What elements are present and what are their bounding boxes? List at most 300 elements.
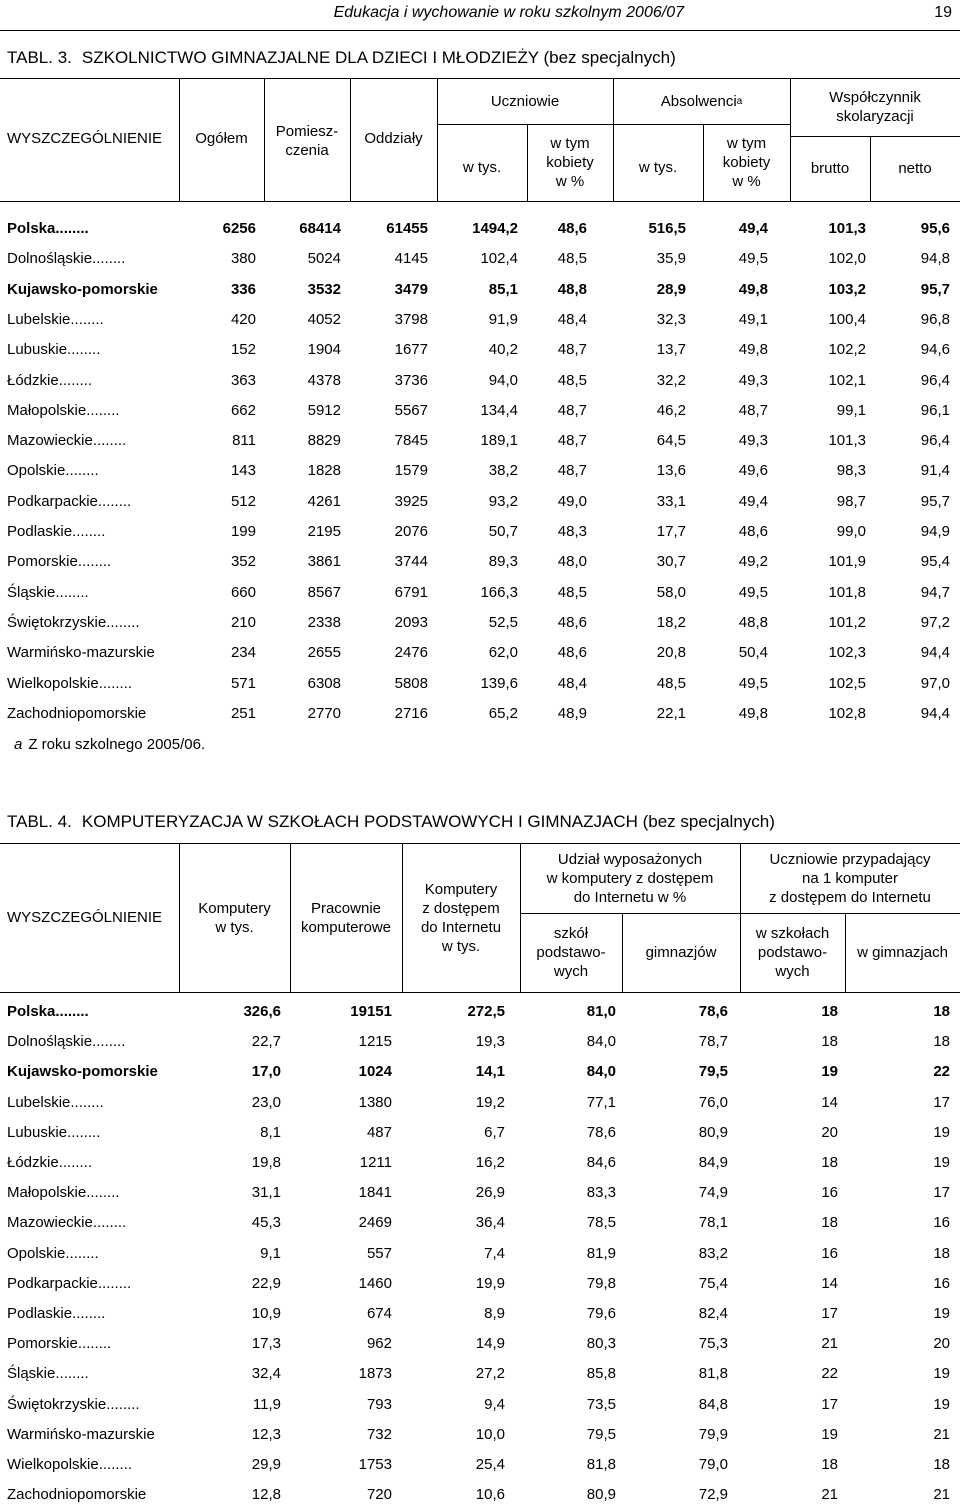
row-label: Pomorskie........ bbox=[7, 553, 112, 571]
table-cell: 84,0 bbox=[586, 1063, 616, 1081]
row-label: Warmińsko-mazurskie bbox=[7, 1425, 155, 1443]
table-cell: 139,6 bbox=[480, 674, 518, 692]
table-cell: 48,7 bbox=[557, 462, 587, 480]
table-cell: 75,3 bbox=[698, 1335, 728, 1353]
table-cell: 82,4 bbox=[698, 1305, 728, 1322]
table-cell: 48,6 bbox=[557, 613, 587, 631]
table-cell: 2076 bbox=[394, 523, 428, 540]
table-cell: 10,6 bbox=[475, 1486, 505, 1504]
row-label: Opolskie........ bbox=[7, 462, 99, 480]
table-cell: 95,6 bbox=[920, 220, 950, 237]
table-cell: 50,4 bbox=[738, 644, 768, 662]
table-cell: 96,4 bbox=[920, 371, 950, 389]
table-cell: 3532 bbox=[307, 280, 341, 298]
table-cell: 19,8 bbox=[251, 1154, 281, 1171]
table-cell: 17 bbox=[933, 1184, 950, 1202]
table-cell: 16 bbox=[821, 1184, 838, 1202]
table-cell: 73,5 bbox=[586, 1395, 616, 1413]
table-cell: 3925 bbox=[394, 492, 428, 510]
table-cell: 19,2 bbox=[475, 1093, 505, 1111]
table-cell: 16 bbox=[821, 1244, 838, 1262]
table-cell: 48,8 bbox=[738, 613, 768, 631]
table-cell: 68414 bbox=[299, 220, 341, 237]
table-cell: 48,6 bbox=[557, 220, 587, 237]
table-cell: 49,3 bbox=[738, 432, 768, 450]
table-cell: 48,6 bbox=[557, 644, 587, 662]
table-cell: 420 bbox=[230, 310, 256, 328]
table-cell: 336 bbox=[230, 280, 256, 298]
table-cell: 49,1 bbox=[738, 310, 768, 328]
table-cell: 84,9 bbox=[698, 1154, 728, 1171]
table3-header-students-women: w tym kobiety w % bbox=[546, 135, 594, 190]
table-cell: 19 bbox=[821, 1063, 838, 1081]
table-cell: 95,7 bbox=[920, 280, 950, 298]
table-cell: 79,5 bbox=[698, 1063, 728, 1081]
table-cell: 93,2 bbox=[488, 492, 518, 510]
table-cell: 48,7 bbox=[557, 341, 587, 359]
table-cell: 662 bbox=[230, 401, 256, 419]
table-cell: 2770 bbox=[307, 704, 341, 722]
table-cell: 102,4 bbox=[480, 250, 518, 268]
table-cell: 102,5 bbox=[828, 674, 866, 692]
table-cell: 89,3 bbox=[488, 553, 518, 571]
row-label: Podlaskie........ bbox=[7, 1305, 106, 1322]
table-cell: 2469 bbox=[358, 1214, 392, 1232]
table-cell: 22,9 bbox=[251, 1274, 281, 1292]
table3-header-branches: Oddziały bbox=[364, 130, 423, 147]
row-label: Wielkopolskie........ bbox=[7, 674, 133, 692]
table-cell: 81,8 bbox=[586, 1456, 616, 1473]
table4-header-students-gymnasium: w gimnazjach bbox=[857, 944, 948, 961]
table-cell: 103,2 bbox=[828, 280, 866, 298]
table-cell: 18 bbox=[821, 1003, 838, 1020]
table-cell: 512 bbox=[230, 492, 256, 510]
table-cell: 48,7 bbox=[557, 401, 587, 419]
row-label: Świętokrzyskie........ bbox=[7, 613, 140, 631]
table-cell: 32,2 bbox=[656, 371, 686, 389]
table-cell: 22 bbox=[821, 1365, 838, 1383]
table3-header-graduates-label: Absolwenci bbox=[660, 92, 737, 110]
page-number: 19 bbox=[934, 4, 952, 21]
footnote-text: Z roku szkolnego 2005/06. bbox=[28, 736, 206, 753]
table-cell: 46,2 bbox=[656, 401, 686, 419]
table-cell: 16 bbox=[933, 1214, 950, 1232]
row-label: Zachodniopomorskie bbox=[7, 1486, 147, 1504]
table-cell: 23,0 bbox=[251, 1093, 281, 1111]
table-cell: 18 bbox=[821, 1456, 838, 1473]
table-cell: 516,5 bbox=[648, 220, 686, 237]
table-cell: 48,9 bbox=[557, 704, 587, 722]
table-cell: 18 bbox=[933, 1456, 950, 1473]
table-cell: 64,5 bbox=[656, 432, 686, 450]
table-cell: 48,5 bbox=[557, 583, 587, 601]
table-cell: 21 bbox=[933, 1425, 950, 1443]
table-cell: 81,8 bbox=[698, 1365, 728, 1383]
table-cell: 98,3 bbox=[836, 462, 866, 480]
table-cell: 2093 bbox=[394, 613, 428, 631]
table-cell: 29,9 bbox=[251, 1456, 281, 1473]
table-cell: 19,9 bbox=[475, 1274, 505, 1292]
row-label: Mazowieckie........ bbox=[7, 1214, 127, 1232]
table-cell: 11,9 bbox=[252, 1395, 281, 1413]
table3-header-students-thousands: w tys. bbox=[462, 159, 502, 176]
table-cell: 49,4 bbox=[738, 220, 768, 237]
table-cell: 101,2 bbox=[828, 613, 866, 631]
table-cell: 3479 bbox=[394, 280, 428, 298]
table-cell: 14 bbox=[821, 1274, 838, 1292]
table-cell: 674 bbox=[366, 1305, 392, 1322]
table-cell: 6256 bbox=[222, 220, 256, 237]
table-cell: 49,5 bbox=[738, 250, 768, 268]
table-cell: 13,6 bbox=[656, 462, 686, 480]
table-cell: 720 bbox=[366, 1486, 392, 1504]
table-cell: 62,0 bbox=[488, 644, 518, 662]
row-label: Warmińsko-mazurskie bbox=[7, 644, 155, 662]
table-cell: 5912 bbox=[307, 401, 341, 419]
table-cell: 152 bbox=[230, 341, 256, 359]
table-cell: 79,5 bbox=[586, 1425, 616, 1443]
row-label: Śląskie........ bbox=[7, 1365, 89, 1383]
table3-header-rooms: Pomiesz- czenia bbox=[275, 123, 339, 159]
table-cell: 1211 bbox=[359, 1154, 392, 1171]
table-cell: 4145 bbox=[394, 250, 428, 268]
row-label: Podlaskie........ bbox=[7, 523, 106, 540]
table-cell: 19 bbox=[933, 1305, 950, 1322]
row-label: Lubelskie........ bbox=[7, 310, 104, 328]
table3-header-spec: WYSZCZEGÓLNIENIE bbox=[7, 130, 163, 147]
table-cell: 21 bbox=[821, 1335, 838, 1353]
table-cell: 36,4 bbox=[475, 1214, 505, 1232]
table-cell: 96,8 bbox=[920, 310, 950, 328]
table-cell: 19,3 bbox=[475, 1033, 505, 1051]
table3-header-students: Uczniowie bbox=[490, 92, 560, 110]
table-cell: 18 bbox=[821, 1154, 838, 1171]
table-cell: 49,0 bbox=[557, 492, 587, 510]
table-cell: 5808 bbox=[394, 674, 428, 692]
table4-header-share-gymnasium: gimnazjów bbox=[645, 944, 717, 961]
table-cell: 1677 bbox=[394, 341, 428, 359]
table-cell: 96,1 bbox=[920, 401, 950, 419]
table-cell: 78,7 bbox=[698, 1033, 728, 1051]
table3-header-gross: brutto bbox=[810, 160, 850, 177]
table-cell: 94,0 bbox=[488, 371, 518, 389]
table-cell: 30,7 bbox=[656, 553, 686, 571]
table-cell: 1215 bbox=[358, 1033, 392, 1051]
table-cell: 76,0 bbox=[698, 1093, 728, 1111]
table-cell: 6308 bbox=[307, 674, 341, 692]
table-cell: 94,7 bbox=[920, 583, 950, 601]
table-cell: 33,1 bbox=[656, 492, 686, 510]
table-cell: 1380 bbox=[358, 1093, 392, 1111]
table-cell: 16,2 bbox=[475, 1154, 505, 1171]
table-cell: 84,6 bbox=[586, 1154, 616, 1171]
table-cell: 793 bbox=[366, 1395, 392, 1413]
table-cell: 20 bbox=[933, 1335, 950, 1353]
table-cell: 18 bbox=[933, 1003, 950, 1020]
table-cell: 48,4 bbox=[557, 674, 587, 692]
table-cell: 49,2 bbox=[738, 553, 768, 571]
table-cell: 272,5 bbox=[467, 1003, 505, 1020]
table-cell: 12,8 bbox=[251, 1486, 281, 1504]
row-label: Małopolskie........ bbox=[7, 401, 120, 419]
table-cell: 9,1 bbox=[260, 1244, 281, 1262]
table-cell: 166,3 bbox=[480, 583, 518, 601]
table-cell: 49,8 bbox=[738, 704, 768, 722]
table-cell: 3744 bbox=[394, 553, 428, 571]
table-cell: 1753 bbox=[358, 1456, 392, 1473]
table4-header-share-group: Udział wyposażonych w komputery z dostępem do Internetu w % bbox=[546, 850, 714, 906]
table-cell: 20 bbox=[821, 1123, 838, 1141]
table3-header-graduates-women: w tym kobiety w % bbox=[722, 135, 771, 190]
row-label: Łódzkie........ bbox=[7, 1154, 93, 1171]
table-cell: 48,5 bbox=[557, 250, 587, 268]
table-cell: 81,9 bbox=[586, 1244, 616, 1262]
table-cell: 26,9 bbox=[475, 1184, 505, 1202]
table-cell: 72,9 bbox=[698, 1486, 728, 1504]
table-cell: 189,1 bbox=[480, 432, 518, 450]
table-cell: 1873 bbox=[358, 1365, 392, 1383]
table3-label: TABL. 3. bbox=[7, 48, 72, 67]
table-cell: 94,4 bbox=[920, 704, 950, 722]
table-cell: 199 bbox=[230, 523, 256, 540]
table-cell: 6,7 bbox=[484, 1123, 505, 1141]
table-cell: 99,0 bbox=[836, 523, 866, 540]
table-cell: 22 bbox=[933, 1063, 950, 1081]
table-cell: 49,5 bbox=[738, 674, 768, 692]
table-cell: 102,1 bbox=[828, 371, 866, 389]
table-cell: 99,1 bbox=[836, 401, 866, 419]
table-cell: 18 bbox=[821, 1033, 838, 1051]
table3-header-graduates-thousands: w tys. bbox=[638, 159, 678, 176]
table-cell: 9,4 bbox=[484, 1395, 505, 1413]
table-cell: 8567 bbox=[307, 583, 341, 601]
table-cell: 326,6 bbox=[243, 1003, 281, 1020]
table-cell: 35,9 bbox=[656, 250, 686, 268]
table-cell: 571 bbox=[230, 674, 256, 692]
table-cell: 6791 bbox=[394, 583, 428, 601]
table-cell: 210 bbox=[230, 613, 256, 631]
table-cell: 45,3 bbox=[251, 1214, 281, 1232]
table-cell: 5024 bbox=[307, 250, 341, 268]
table-cell: 4261 bbox=[307, 492, 341, 510]
table-cell: 19 bbox=[933, 1123, 950, 1141]
table-cell: 363 bbox=[230, 371, 256, 389]
table-cell: 83,3 bbox=[586, 1184, 616, 1202]
table-cell: 78,6 bbox=[698, 1003, 728, 1020]
table-cell: 58,0 bbox=[656, 583, 686, 601]
row-label: Lubelskie........ bbox=[7, 1093, 104, 1111]
table-cell: 8,9 bbox=[484, 1305, 505, 1322]
table-cell: 962 bbox=[366, 1335, 392, 1353]
table-cell: 74,9 bbox=[698, 1184, 728, 1202]
table-cell: 48,6 bbox=[738, 523, 768, 540]
table-cell: 49,3 bbox=[738, 371, 768, 389]
table-cell: 7,4 bbox=[484, 1244, 505, 1262]
table-cell: 811 bbox=[232, 432, 256, 450]
table-cell: 101,3 bbox=[828, 220, 866, 237]
table-cell: 102,0 bbox=[828, 250, 866, 268]
table-cell: 14,9 bbox=[475, 1335, 505, 1353]
table-cell: 557 bbox=[366, 1244, 392, 1262]
row-label: Polska........ bbox=[7, 1003, 89, 1020]
table-cell: 20,8 bbox=[656, 644, 686, 662]
row-label: Mazowieckie........ bbox=[7, 432, 127, 450]
table-cell: 80,3 bbox=[586, 1335, 616, 1353]
row-label: Opolskie........ bbox=[7, 1244, 99, 1262]
table-cell: 14,1 bbox=[475, 1063, 505, 1081]
table4-caption bbox=[7, 812, 775, 832]
table-cell: 22,1 bbox=[656, 704, 686, 722]
table-cell: 3861 bbox=[307, 553, 341, 571]
table-cell: 78,5 bbox=[586, 1214, 616, 1232]
table-cell: 19151 bbox=[350, 1003, 392, 1020]
table-cell: 52,5 bbox=[488, 613, 518, 631]
row-label: Lubuskie........ bbox=[7, 1123, 101, 1141]
table-cell: 102,2 bbox=[828, 341, 866, 359]
table-cell: 49,4 bbox=[738, 492, 768, 510]
table3-title: SZKOLNICTWO GIMNAZJALNE DLA DZIECI I MŁODZIEŻY (bez specjalnych) bbox=[81, 48, 676, 67]
table-cell: 1828 bbox=[307, 462, 341, 480]
table-cell: 50,7 bbox=[488, 523, 518, 540]
table-cell: 13,7 bbox=[656, 341, 686, 359]
table-cell: 94,6 bbox=[920, 341, 950, 359]
table-cell: 18 bbox=[933, 1244, 950, 1262]
table-cell: 95,7 bbox=[920, 492, 950, 510]
table-cell: 49,8 bbox=[738, 280, 768, 298]
table-cell: 78,1 bbox=[698, 1214, 728, 1232]
table-cell: 97,2 bbox=[920, 613, 950, 631]
table-cell: 1494,2 bbox=[472, 220, 518, 237]
table-cell: 84,8 bbox=[698, 1395, 728, 1413]
table-cell: 352 bbox=[230, 553, 256, 571]
table-cell: 48,7 bbox=[738, 401, 768, 419]
table-cell: 19 bbox=[821, 1425, 838, 1443]
row-label: Zachodniopomorskie bbox=[7, 704, 147, 722]
table4-header-labs: Pracownie komputerowe bbox=[300, 899, 392, 936]
row-label: Kujawsko-pomorskie bbox=[7, 1063, 158, 1081]
table-cell: 1460 bbox=[358, 1274, 392, 1292]
row-label: Dolnośląskie........ bbox=[7, 1033, 126, 1051]
table-cell: 18 bbox=[933, 1033, 950, 1051]
table-cell: 79,6 bbox=[586, 1305, 616, 1322]
table-cell: 96,4 bbox=[920, 432, 950, 450]
table-cell: 17 bbox=[821, 1395, 838, 1413]
row-label: Lubuskie........ bbox=[7, 341, 101, 359]
table-cell: 16 bbox=[933, 1274, 950, 1292]
table-cell: 80,9 bbox=[586, 1486, 616, 1504]
table4-header-share-primary: szkół podstawo- wych bbox=[536, 925, 606, 980]
table-cell: 19 bbox=[933, 1395, 950, 1413]
table-cell: 18,2 bbox=[656, 613, 686, 631]
table-cell: 1024 bbox=[358, 1063, 392, 1081]
table-cell: 48,5 bbox=[557, 371, 587, 389]
table-cell: 94,8 bbox=[920, 250, 950, 268]
table-cell: 27,2 bbox=[475, 1365, 505, 1383]
table-cell: 1579 bbox=[394, 462, 428, 480]
table-cell: 1904 bbox=[307, 341, 341, 359]
table-cell: 3798 bbox=[394, 310, 428, 328]
table-cell: 28,9 bbox=[656, 280, 686, 298]
table-cell: 79,9 bbox=[698, 1425, 728, 1443]
table-cell: 251 bbox=[230, 704, 256, 722]
row-label: Małopolskie........ bbox=[7, 1184, 120, 1202]
table-cell: 48,8 bbox=[557, 280, 587, 298]
table-cell: 101,8 bbox=[828, 583, 866, 601]
table-cell: 78,6 bbox=[586, 1123, 616, 1141]
row-label: Kujawsko-pomorskie bbox=[7, 280, 158, 298]
table-cell: 48,5 bbox=[656, 674, 686, 692]
table-cell: 8,1 bbox=[260, 1123, 281, 1141]
table-cell: 77,1 bbox=[586, 1093, 616, 1111]
table4-header-computers-internet: Komputery z dostępem do Internetu w tys. bbox=[420, 880, 502, 955]
table-cell: 10,0 bbox=[475, 1425, 505, 1443]
table-cell: 101,9 bbox=[828, 553, 866, 571]
table-cell: 48,0 bbox=[557, 553, 587, 571]
table4-title: KOMPUTERYZACJA W SZKOŁACH PODSTAWOWYCH I GIMNAZJACH (bez specjalnych) bbox=[81, 812, 775, 831]
table3-header-graduates-note: a bbox=[736, 95, 743, 107]
row-label: Świętokrzyskie........ bbox=[7, 1395, 140, 1413]
table-cell: 84,0 bbox=[586, 1033, 616, 1051]
table-cell: 12,3 bbox=[251, 1425, 281, 1443]
row-label: Łódzkie........ bbox=[7, 371, 93, 389]
row-label: Podkarpackie........ bbox=[7, 1274, 132, 1292]
table-cell: 19 bbox=[933, 1365, 950, 1383]
table-cell: 48,3 bbox=[557, 523, 587, 540]
table-cell: 4378 bbox=[307, 371, 341, 389]
table-cell: 48,7 bbox=[557, 432, 587, 450]
table-cell: 234 bbox=[230, 644, 256, 662]
table-cell: 65,2 bbox=[488, 704, 518, 722]
table-cell: 102,3 bbox=[828, 644, 866, 662]
table4-label: TABL. 4. bbox=[7, 812, 72, 831]
table-cell: 32,4 bbox=[251, 1365, 281, 1383]
table-cell: 100,4 bbox=[828, 310, 866, 328]
table-cell: 40,2 bbox=[488, 341, 518, 359]
table-cell: 18 bbox=[821, 1214, 838, 1232]
row-label: Pomorskie........ bbox=[7, 1335, 112, 1353]
table-cell: 75,4 bbox=[698, 1274, 728, 1292]
table-cell: 83,2 bbox=[698, 1244, 728, 1262]
row-label: Polska........ bbox=[7, 220, 89, 237]
table4-header-students-group: Uczniowie przypadający na 1 komputer z dostępem do Internetu bbox=[769, 850, 931, 906]
table-cell: 94,9 bbox=[920, 523, 950, 540]
table4-header-students-primary: w szkołach podstawo- wych bbox=[755, 925, 830, 980]
table-cell: 17 bbox=[933, 1093, 950, 1111]
table-cell: 49,8 bbox=[738, 341, 768, 359]
table-cell: 10,9 bbox=[251, 1305, 281, 1322]
table-cell: 80,9 bbox=[698, 1123, 728, 1141]
table4-header-computers: Komputery w tys. bbox=[198, 899, 271, 936]
table-cell: 91,4 bbox=[920, 462, 950, 480]
table4-header-rule bbox=[0, 992, 960, 993]
table-cell: 22,7 bbox=[251, 1033, 281, 1051]
table-cell: 2655 bbox=[307, 644, 341, 662]
table-cell: 8829 bbox=[307, 432, 341, 450]
table-cell: 17 bbox=[821, 1305, 838, 1322]
table3-header-net: netto bbox=[898, 160, 932, 177]
table-cell: 14 bbox=[821, 1093, 838, 1111]
table-cell: 21 bbox=[821, 1486, 838, 1504]
page-header bbox=[0, 0, 960, 31]
table-cell: 97,0 bbox=[920, 674, 950, 692]
table-cell: 98,7 bbox=[836, 492, 866, 510]
table-cell: 143 bbox=[230, 462, 256, 480]
table-cell: 17,3 bbox=[251, 1335, 281, 1353]
table3-header-rule bbox=[0, 201, 960, 202]
table-cell: 2195 bbox=[307, 523, 341, 540]
table3-header-graduates bbox=[613, 78, 790, 124]
table-cell: 17,0 bbox=[251, 1063, 281, 1081]
